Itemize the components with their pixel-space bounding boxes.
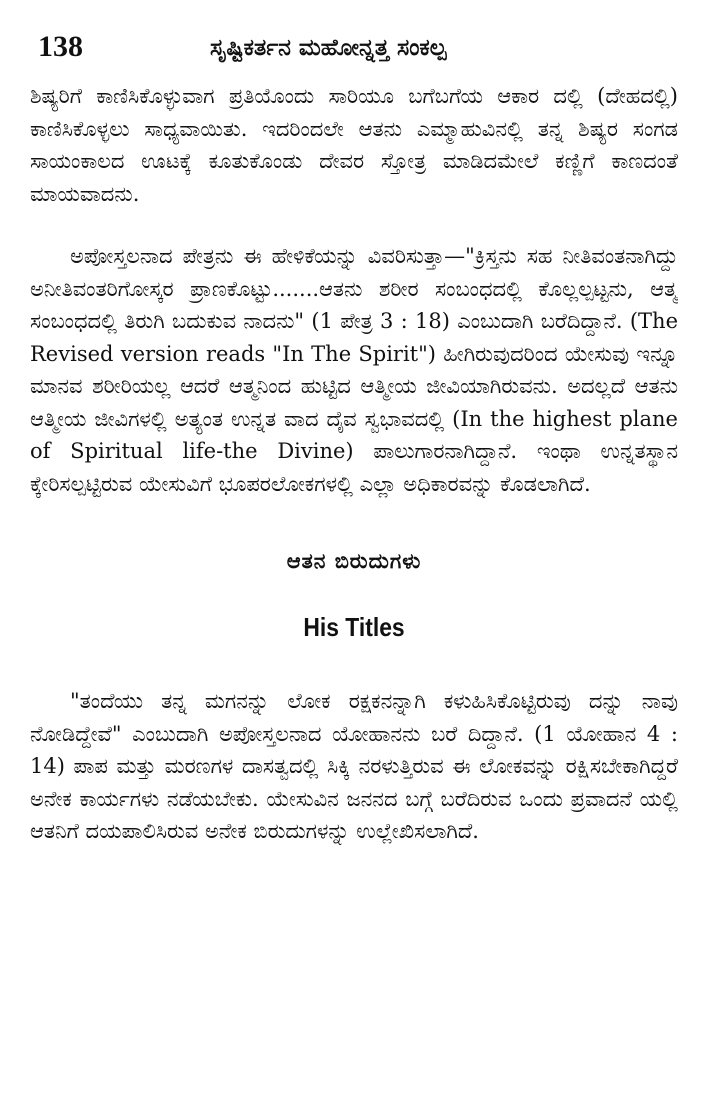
paragraph-2: ಅಪೋಸ್ತಲನಾದ ಪೇತ್ರನು ಈ ಹೇಳಿಕೆಯನ್ನು ವಿವರಿಸುತ್ತಾ—"ಕ್ರಿಸ್ತನು ಸಹ ನೀತಿವಂತನಾಗಿದ್ದು ಅನೀತಿವಂತರಿಗೋಸ್ಕರ ಪ್ರಾಣಕೊಟ್ಟು.......ಆತನು ಶರೀರ ಸಂಬಂಧದಲ್ಲಿ ಕೊಲ್ಲಲ್ಪಟ್ಟನು, ಆತ್ಮ ಸಂಬಂಧದಲ್ಲಿ ತಿರುಗಿ ಬದುಕುವ ನಾದನು" (1 ಪೇತ್ರ 3 : 18) ಎಂಬುದಾಗಿ ಬರೆದಿದ್ದಾನೆ. (The Revised version reads "In The Spirit") ಹೀಗಿರುವುದರಿಂದ ಯೇಸುವು ಇನ್ನೂ ಮಾನವ ಶರೀರಿಯಲ್ಲ ಆದರೆ ಆತ್ಮನಿಂದ ಹುಟ್ಟಿದ ಆತ್ಮೀಯ ಜೀವಿಯಾಗಿರುವನು. ಅದಲ್ಲದೆ ಆತನು ಆತ್ಮೀಯ ಜೀವಿಗಳಲ್ಲಿ ಅತ್ಯಂತ ಉನ್ನತ ವಾದ ದೈವ ಸ್ವಭಾವದಲ್ಲಿ (In the highest plane of Spiritual life-the Divine) ಪಾಲುಗಾರನಾಗಿದ್ದಾನೆ. ಇಂಥಾ ಉನ್ನತಸ್ಥಾನ ಕ್ಕೇರಿಸಲ್ಪಟ್ಟಿರುವ ಯೇಸುವಿಗೆ ಭೂಪರಲೋಕಗಳಲ್ಲಿ ಎಲ್ಲಾ ಅಧಿಕಾರವನ್ನು ಕೊಡಲಾಗಿದೆ. [30,244,678,496]
section-heading-kannada: ಆತನ ಬಿರುದುಗಳು [286,548,422,573]
page-header [30,22,678,76]
paragraph-3: "ತಂದೆಯು ತನ್ನ ಮಗನನ್ನು ಲೋಕ ರಕ್ಷಕನನ್ನಾಗಿ ಕಳುಹಿಸಿಕೊಟ್ಟಿರುವು ದನ್ನು ನಾವು ನೋಡಿದ್ದೇವೆ" ಎಂಬುದಾಗಿ ಅಪೋಸ್ತಲನಾದ ಯೋಹಾನನು ಬರೆ ದಿದ್ದಾನೆ. (1 ಯೋಹಾನ 4 : 14) ಪಾಪ ಮತ್ತು ಮರಣಗಳ ದಾಸತ್ವದಲ್ಲಿ ಸಿಕ್ಕಿ ನರಳುತ್ತಿರುವ ಈ ಲೋಕವನ್ನು ರಕ್ಷಿಸಬೇಕಾಗಿದ್ದರೆ ಅನೇಕ ಕಾರ್ಯಗಳು ನಡೆಯಬೇಕು. ಯೇಸುವಿನ ಜನನದ ಬಗ್ಗೆ ಬರೆದಿರುವ ಒಂದು ಪ್ರವಾದನೆ ಯಲ್ಲಿ ಆತನಿಗೆ ದಯಪಾಲಿಸಿರುವ ಅನೇಕ ಬಿರುದುಗಳನ್ನು ಉಲ್ಲೇಖಿಸಲಾಗಿದೆ. [30,689,678,843]
section-heading-english: His Titles [303,612,405,642]
heading-spacer [30,643,678,685]
paragraph-1: ಶಿಷ್ಯರಿಗೆ ಕಾಣಿಸಿಕೊಳ್ಳುವಾಗ ಪ್ರತಿಯೊಂದು ಸಾರಿಯೂ ಬಗೆಬಗೆಯ ಆಕಾರ ದಲ್ಲಿ (ದೇಹದಲ್ಲಿ) ಕಾಣಿಸಿಕೊಳ್ಳಲು ಸಾಧ್ಯವಾಯಿತು. ಇದರಿಂದಲೇ ಆತನು ಎಮ್ಮಾಹುವಿನಲ್ಲಿ ತನ್ನ ಶಿಷ್ಯರ ಸಂಗಡ ಸಾಯಂಕಾಲದ ಊಟಕ್ಕೆ ಕೂತುಕೊಂಡು ದೇವರ ಸ್ತೋತ್ರ ಮಾಡಿದಮೇಲೆ ಕಣ್ಣಿಗೆ ಕಾಣದಂತೆ ಮಾಯವಾದನು. [30,84,678,206]
running-head: ಸೃಷ್ಟಿಕರ್ತನ ಮಹೋನ್ನತ್ತ ಸಂಕಲ್ಪ [210,34,447,61]
page-number: 138 [38,30,83,63]
book-page [30,22,678,1082]
